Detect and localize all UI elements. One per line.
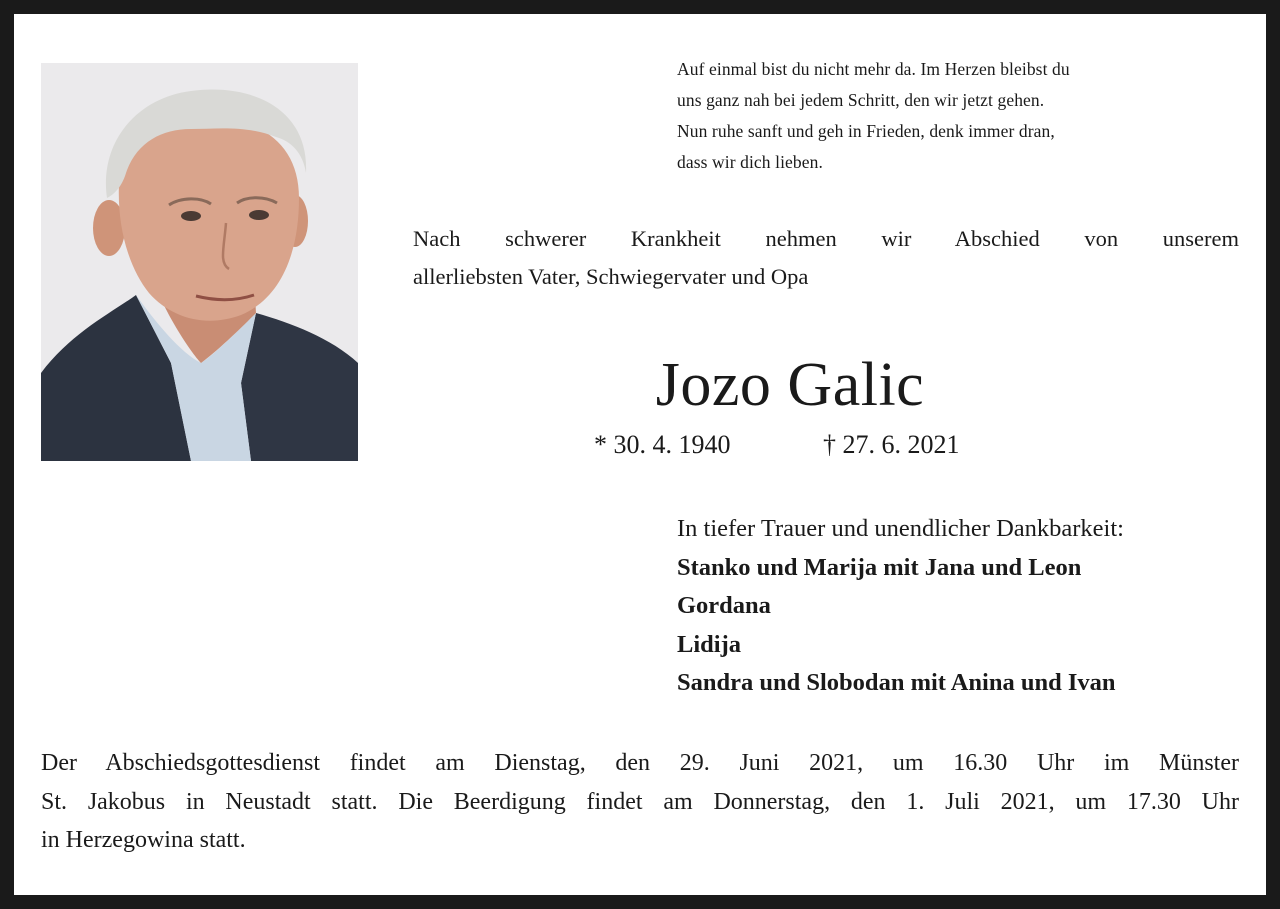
- mourners: [677, 510, 1124, 703]
- intro-line-1: Nach schwerer Krankheit nehmen wir Abschied von unserem: [413, 226, 1239, 251]
- death-date: † 27. 6. 2021: [823, 430, 960, 459]
- poem-line: Nun ruhe sanft und geh in Frieden, denk immer dran,: [677, 121, 1055, 141]
- service-line: St. Jakobus in Neustadt statt. Die Beerdigung findet am Donnerstag, den 1. Juli 2021, um 17.30 Uhr: [41, 788, 1239, 815]
- mourner-family: Stanko und Marija mit Jana und Leon: [677, 553, 1082, 581]
- service-info: [41, 744, 1239, 860]
- intro-text: [413, 220, 1239, 296]
- poem-line: dass wir dich lieben.: [677, 152, 823, 172]
- mourner-family: Gordana: [677, 592, 771, 619]
- poem: [677, 54, 1070, 178]
- deceased-name: Jozo Galic: [655, 351, 925, 419]
- poem-line: uns ganz nah bei jedem Schritt, den wir jetzt gehen.: [677, 90, 1045, 110]
- mourners-heading: In tiefer Trauer und unendlicher Dankbarkeit:: [677, 515, 1124, 542]
- mourner-family: Sandra und Slobodan mit Anina und Ivan: [677, 669, 1116, 696]
- service-line: Der Abschiedsgottesdienst findet am Dienstag, den 29. Juni 2021, um 16.30 Uhr im Münster: [41, 750, 1239, 776]
- birth-date: * 30. 4. 1940: [594, 430, 731, 459]
- intro-line-2: allerliebsten Vater, Schwiegervater und Opa: [413, 264, 809, 289]
- portrait-icon: [41, 63, 358, 461]
- service-line: in Herzegowina statt.: [41, 827, 246, 853]
- mourner-family: Lidija: [677, 630, 741, 658]
- poem-line: Auf einmal bist du nicht mehr da. Im Herzen bleibst du: [677, 59, 1070, 79]
- portrait-photo: [41, 63, 358, 461]
- obituary-card: [14, 14, 1266, 895]
